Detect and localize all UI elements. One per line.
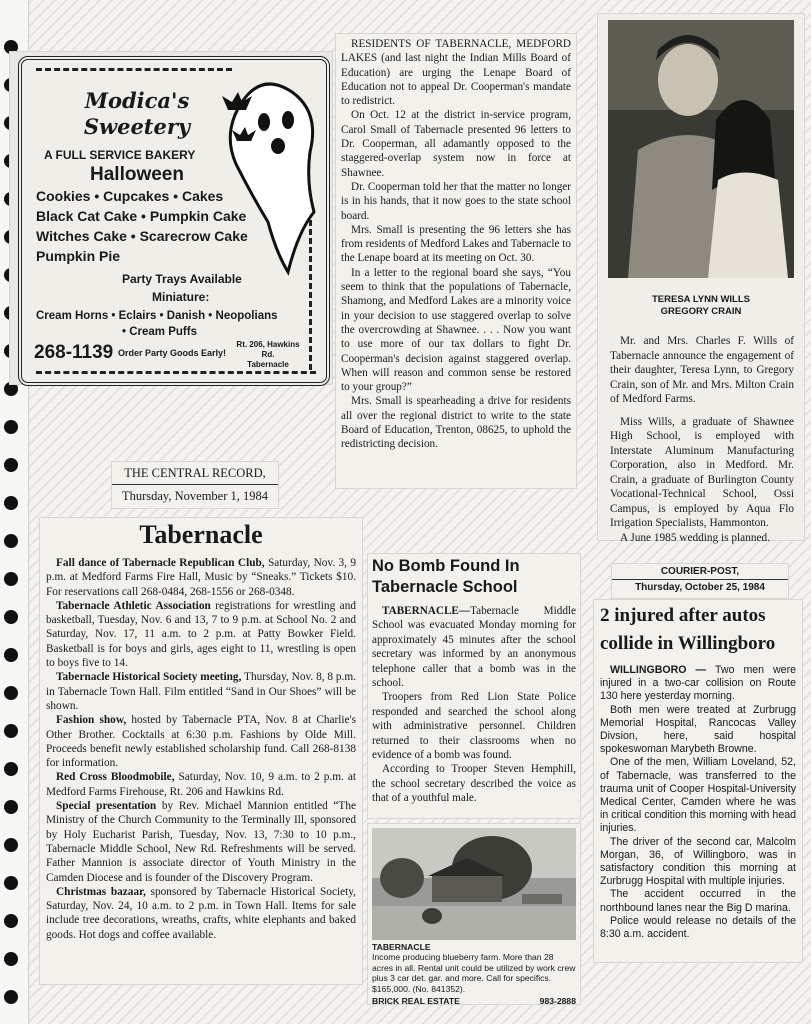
real-estate-ad <box>368 824 580 1007</box>
couple-photo <box>608 20 794 278</box>
article-paragraph: Mrs. Small is spearheading a drive for residents all over the regional district to write to the state Board of Education, Trenton, 08625, to uphold the redistricting decision. <box>341 395 571 451</box>
listing-description: Income producing blueberry farm. More than 28 acres in all. Rental unit could be utilized by work crew plus 3 car det. gar. and more. Call for specifics. $165,000. (No. 841352). <box>372 952 576 994</box>
company-phone: 983-2888 <box>539 996 576 1007</box>
article-paragraph: Police would release no details of the 8:30 a.m. accident. <box>600 914 796 941</box>
newspaper-name: THE CENTRAL RECORD, <box>112 462 278 485</box>
order-note: Order Party Goods Early! <box>118 348 227 358</box>
listing-text <box>372 942 576 1006</box>
article-paragraph: TABERNACLE—Tabernacle Middle School was evacuated Monday morning for approximately 45 minutes after the school secretary was informed by an anonymous telephone caller that a bomb was in the school. <box>372 605 576 690</box>
article-paragraph: According to Trooper Steven Hemphill, the school secretary described the voice as that of a youthful male. <box>372 763 576 805</box>
article-paragraph: Both men were treated at Zurbrugg Memorial Hospital, Rancocas Valley Divsion, here, said hospital spokeswoman Marybeth Browne. <box>600 703 796 756</box>
central-record-header <box>112 462 278 508</box>
article-paragraph: RESIDENTS OF TABERNACLE, MEDFORD LAKES (and last night the Indian Mills Board of Education) are urging the Lenape Board of Education not to appeal Dr. Cooperman's mandate to redistrict. <box>341 38 571 108</box>
miniature-label: Miniature: <box>152 290 210 304</box>
willingboro-crash-article <box>594 600 802 962</box>
article-paragraph: Dr. Cooperman told her that the matter no longer is in his hands, that it now goes to the state school board. <box>341 180 571 222</box>
article-paragraph: Troopers from Red Lion State Police responded and searched the school along with administrative personnel. Children returned to their classrooms when no evidence of a bomb was found. <box>372 691 576 762</box>
modica-sweetery-ad <box>10 52 332 384</box>
ad-product-line: Pumpkin Pie <box>36 248 121 264</box>
bakery-phone: 268-1139 <box>34 342 114 363</box>
publication-date: Thursday, October 25, 1984 <box>635 582 765 593</box>
column-heading: Tabernacle <box>139 520 263 549</box>
no-bomb-article <box>368 554 580 818</box>
halloween-heading: Halloween <box>90 164 184 185</box>
bakery-subtitle: A FULL SERVICE BAKERY <box>44 148 196 162</box>
ad-product-line: Black Cat Cake • Pumpkin Cake <box>36 208 247 224</box>
binder-hole <box>4 952 18 966</box>
article-paragraph: On Oct. 12 at the district in-service program, Carol Small of Tabernacle presented 96 letters to Dr. Cooperman, all adamantly opposed to the staggered-overlap system now in force at Shawnee. <box>341 109 571 179</box>
farm-photo <box>372 828 576 940</box>
bakery-address: Rt. 206, Hawkins Rd. Tabernacle <box>236 340 300 369</box>
binder-hole <box>4 876 18 890</box>
event-item: Tabernacle Historical Society meeting, Thursday, Nov. 8, 8 p.m. in Tabernacle Town Hall. Film entitled “Sand in Our Shoes” will be shown. <box>46 671 356 712</box>
event-item: Fashion show, hosted by Tabernacle PTA, Nov. 8 at Charlie's Other Brother. Cocktails at 6:30 p.m. Fashions by Olde Mill. Proceeds benefit newly established scholarship fund. Call 268-8138 for information. <box>46 714 356 770</box>
binder-hole <box>4 382 18 396</box>
binder-hole <box>4 496 18 510</box>
newspaper-name: COURIER-POST, <box>612 564 788 580</box>
article-paragraph: One of the men, William Loveland, 52, of Tabernacle, was transferred to the trauma unit of Cooper Hospital-University Medical Center, Camden where he was in critical condition this morning with head injuries. <box>600 756 796 835</box>
bakery-name: Modica's Sweetery <box>83 88 191 139</box>
residents-article <box>336 34 576 488</box>
miniature-items: Cream Horns • Eclairs • Danish • Neopolians <box>36 310 278 322</box>
company-name: BRICK REAL ESTATE <box>372 996 460 1007</box>
courier-post-header <box>612 564 788 598</box>
article-paragraph: The accident occurred in the northbound lanes near the Big D marina. <box>600 888 796 914</box>
ad-product-line: Witches Cake • Scarecrow Cake <box>36 228 248 244</box>
photo-caption: TERESA LYNN WILLS GREGORY CRAIN <box>652 294 750 317</box>
article-headline: No Bomb Found In Tabernacle School <box>372 557 520 596</box>
couple-photo-illustration <box>608 20 794 278</box>
binder-hole <box>4 534 18 548</box>
binder-hole <box>4 914 18 928</box>
ghost-icon <box>202 72 330 302</box>
tabernacle-events-column <box>40 518 362 984</box>
article-paragraph: In a letter to the regional board she says, “You seem to think that the populations of Tabernacle, Shamong, and Medford Lakes are a minority voice in your decision to use staggered overlap to solve the overcrowding at Shawnee. . . . Now you want to use more of our tax dollars to fight Dr. Cooperman's decision against staggered overlap. When will reason and common sense be restored to your group?” <box>341 266 571 394</box>
party-trays-text: Party Trays Available <box>122 272 242 286</box>
binder-hole <box>4 572 18 586</box>
binder-hole <box>4 686 18 700</box>
article-paragraph: Mrs. Small is presenting the 96 letters she has from residents of Medford Lakes and Tabernacle to the Lenape board at its meeting on Oct. 30. <box>341 223 571 265</box>
binder-hole <box>4 838 18 852</box>
ad-border <box>18 56 330 386</box>
article-paragraph: Mr. and Mrs. Charles F. Wills of Tabernacle announce the engagement of their daughter, Teresa Lynn, to Gregory Crain, son of Mr. and Mrs. Milton Crain of Medford Farms. <box>610 335 794 405</box>
article-paragraph: A June 1985 wedding is planned. <box>620 531 770 544</box>
article-paragraph: The driver of the second car, Malcolm Morgan, 36, of Willingboro, was in satisfactory condition this morning at Zurbrugg Hospital with multiple injuries. <box>600 835 796 888</box>
miniature-items: • Cream Puffs <box>122 326 197 338</box>
event-item: Christmas bazaar, sponsored by Tabernacle Historical Society, Saturday, Nov. 24, 10 a.m. to 2 p.m. in Town Hall. Items for sale include tree decorations, wreaths, crafts, white elephants and baked goods. Hot dogs and coffee available. <box>46 885 356 941</box>
binder-hole <box>4 420 18 434</box>
article-paragraph: WILLINGBORO — Two men were injured in a two-car collision on Route 130 here yesterday morning. <box>600 664 796 703</box>
binder-hole <box>4 648 18 662</box>
event-item: Red Cross Bloodmobile, Saturday, Nov. 10, 9 a.m. to 2 p.m. at Medford Farms Firehouse, Rt. 206 and Hawkins Rd. <box>46 771 356 798</box>
article-paragraph: Miss Wills, a graduate of Shawnee High School, is employed with Interstate Aluminum Manufacturing Corporation, also in Medford. Mr. Crain, a graduate of Burlington County Vocational-Technical School, Ossi Campus, is employed by Aqua Flo Irrigation Specialists, Hammonton. <box>610 415 794 529</box>
event-item: Tabernacle Athletic Association registrations for wrestling and basketball, Tuesday, Nov. 6 and 13, 7 to 9 p.m. at School No. 2 and Saturday, Nov. 17, 11 a.m. to 2 p.m. at Patty Bowker Field. Basketball is for boys and girls, ages eight to 11, wrestling is open to boys five to 14. <box>46 599 356 670</box>
binder-hole <box>4 800 18 814</box>
event-item: Special presentation by Rev. Michael Mannion entitled “The Ministry of the Church Community to the Terminally Ill, sponsored by Holy Eucharist Parish, Tuesday, Nov. 13, 7:30 to 10 p.m., Tabernacle Middle School, New Rd. Refreshments will be served. Father Mannion is associate director of Youth Ministry in the Camden Diocese and is founder of the Discovery Program. <box>46 800 356 884</box>
listing-title: TABERNACLE <box>372 942 431 952</box>
binder-hole <box>4 990 18 1004</box>
event-item: Fall dance of Tabernacle Republican Club, Saturday, Nov. 3, 9 p.m. at Medford Farms Fire Hall, Music by “Sneaks.” Tickets $10. For reservations call 268-0484, 268-1556 or 268-0348. <box>46 557 356 598</box>
binder-hole <box>4 458 18 472</box>
engagement-announcement <box>598 14 804 544</box>
farm-photo-illustration <box>372 828 576 940</box>
publication-date: Thursday, November 1, 1984 <box>121 489 269 503</box>
binder-hole <box>4 610 18 624</box>
binder-hole <box>4 724 18 738</box>
binder-hole <box>4 762 18 776</box>
article-headline: 2 injured after autos collide in Willingboro <box>600 605 776 654</box>
engagement-text <box>610 334 794 545</box>
ad-product-line: Cookies • Cupcakes • Cakes <box>36 188 224 204</box>
